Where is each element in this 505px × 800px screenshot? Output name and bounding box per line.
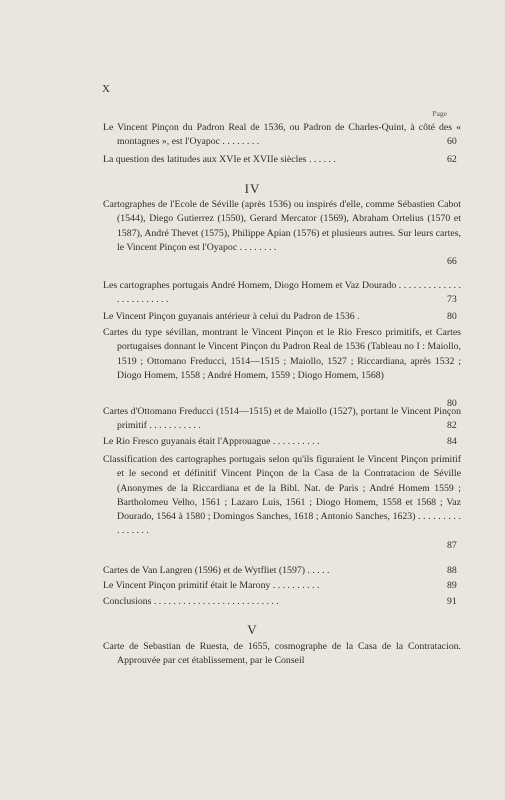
toc-text: Cartes d'Ottomano Freducci (1514—1515) et de Maiollo (1527), portant le Vincent Pinçon primitif . . . . . . . . . . . [103,406,461,432]
toc-text: Classification des cartographes portugais selon qu'ils figuraient le Vincent Pinçon primitif et le second et définitif Vincent Pinçon de la Casa de la Contratacion de Séville (Anonymes de la Riccardiana et de la Bibl. Nat. de Paris ; André Homem 1559 ; Bartholomeu Velho, 1561 ; Lazaro Luis, 1561 ; Diogo Homem, 1558 et 1568 ; Vaz Dourado, 1564 à 1580 ; Domingos Sanches, 1618 ; Antonio Sanches, 1623) . . . . . . . . . . . . . . . . [103,454,461,537]
toc-text: Le Vincent Pinçon guyanais antérieur à celui du Padron de 1536 . [103,311,360,322]
toc-text: Cartes de Van Langren (1596) et de Wytfliet (1597) . . . . . [103,565,330,576]
toc-text: Conclusions . . . . . . . . . . . . . . . . . . . . . . . . . . [103,596,279,607]
toc-text: Le Vincent Pinçon du Padron Real de 1536, ou Padron de Charles-Quint, à côté des « montagnes », est l'Oyapoc . . . . . . . . [103,122,461,148]
toc-text: Cartographes de l'Ecole de Séville (après 1536) ou inspirés d'elle, comme Sébastien Cabot (1544), Diego Gutierrez (1550), Gerard Mercator (1569), Abraham Ortelius (1570 et 1587), André Thevet (1575), Philippe Apian (1576) et plusieurs autres. Sur leurs cartes, le Vincent Pinçon est l'Oyapoc . . . . . . . . [103,199,461,253]
toc-text: Le Rio Fresco guyanais était l'Approuague . . . . . . . . . . [103,436,320,447]
toc-entry: 91 Conclusions . . . . . . . . . . . . . . . . . . . . . . . . . . [103,596,457,607]
toc-text: Cartes du type sévillan, montrant le Vincent Pinçon et le Rio Fresco primitifs, et Cartes portugaises donnant le Vincent Pinçon du Padron Real de 1536 (Tableau no I : Maiollo, 1519 ; Ottomano Freducci, 1514—1515 ; Maiollo, 1527 ; Riccardiana, après 1532 ; Diogo Homem, 1558 ; André Homem, 1559 ; Diogo Homem, 1568) [103,327,461,381]
section-heading-v: V [247,622,258,637]
toc-text: Le Vincent Pinçon primitif était le Marony . . . . . . . . . . [103,580,320,591]
toc-entry: 89 Le Vincent Pinçon primitif était le Marony . . . . . . . . . . [103,580,457,591]
toc-entry: 87 Classification des cartographes portugais selon qu'ils figuraient le Vincent Pinçon primitif et le second et définitif Vincent Pinçon de la Casa de la Contratacion de Séville (Anonymes de la Riccardiana et de la Bibl. Nat. de Paris ; André Homem 1559 ; Bartholomeu Velho, 1561 ; Lazaro Luis, 1561 ; Diogo Homem, 1558 et 1568 ; Vaz Dourado, 1564 à 1580 ; Domingos Sanches, 1618 ; Antonio Sanches, 1623) . . . . . . . . . . . . . . . . [103,454,461,551]
section-heading-iv: IV [244,181,261,196]
page-column-header: Page [432,109,447,118]
page-number: X [102,83,110,95]
toc-entry: 62 La question des latitudes aux XVIe et XVIIe siècles . . . . . . [103,154,457,165]
toc-entry: 60 Le Vincent Pinçon du Padron Real de 1536, ou Padron de Charles-Quint, à côté des « montagnes », est l'Oyapoc . . . . . . . . [103,122,461,148]
toc-entry-continued: Carte de Sebastian de Ruesta, de 1655, cosmographe de la Casa de la Contratacion. Approuvée par cet établissement, par le Conseil [103,641,461,667]
toc-entry: 80 Le Vincent Pinçon guyanais antérieur à celui du Padron de 1536 . [103,311,457,322]
toc-entry: 82 Cartes d'Ottomano Freducci (1514—1515) et de Maiollo (1527), portant le Vincent Pinçon primitif . . . . . . . . . . . [103,406,461,432]
toc-entry: 84 Le Rio Fresco guyanais était l'Approuague . . . . . . . . . . [103,436,457,447]
toc-entry: 80 Cartes du type sévillan, montrant le Vincent Pinçon et le Rio Fresco primitifs, et Cartes portugaises donnant le Vincent Pinçon du Padron Real de 1536 (Tableau no I : Maiollo, 1519 ; Ottomano Freducci, 1514—1515 ; Maiollo, 1527 ; Riccardiana, après 1532 ; Diogo Homem, 1558 ; André Homem, 1559 ; Diogo Homem, 1568) [103,327,461,409]
toc-entry: 73 Les cartographes portugais André Homem, Diogo Homem et Vaz Dourado . . . . . . . . . . . . . . . . . . . . . . . . [103,280,461,306]
toc-entry: 66 Cartographes de l'Ecole de Séville (après 1536) ou inspirés d'elle, comme Sébastien Cabot (1544), Diego Gutierrez (1550), Gerard Mercator (1569), Abraham Ortelius (1570 et 1587), André Thevet (1575), Philippe Apian (1576) et plusieurs autres. Sur leurs cartes, le Vincent Pinçon est l'Oyapoc . . . . . . . . [103,199,461,267]
toc-text: La question des latitudes aux XVIe et XVIIe siècles . . . . . . [103,154,336,165]
toc-text: Les cartographes portugais André Homem, Diogo Homem et Vaz Dourado . . . . . . . . . . . . . . . . . . . . . . . . [103,280,461,306]
toc-entry: 88 Cartes de Van Langren (1596) et de Wytfliet (1597) . . . . . [103,565,457,576]
